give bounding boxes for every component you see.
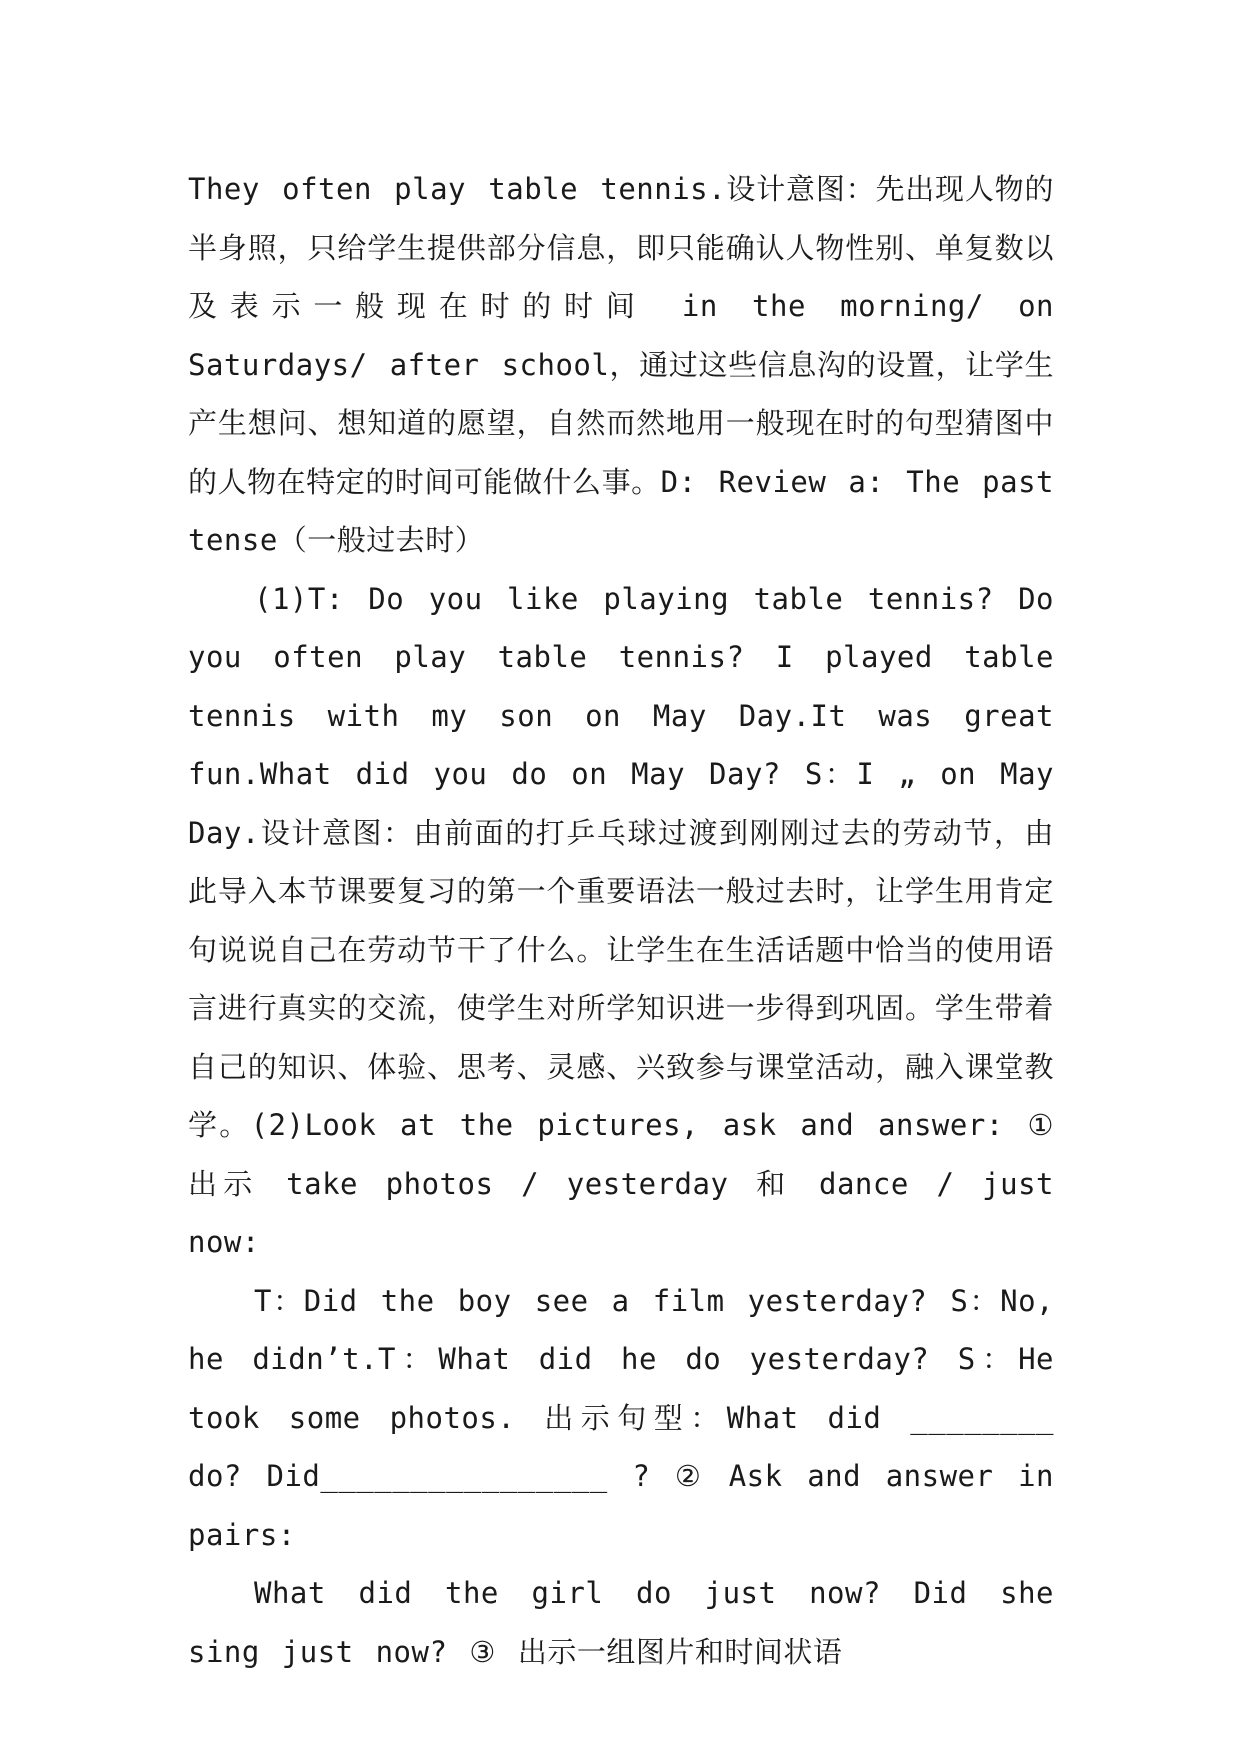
- paragraph-1: They often play table tennis.设计意图：先出现人物的半身照，只给学生提供部分信息，即只能确认人物性别、单复数以及表示一般现在时的时间 in the morning/ on Saturdays/ after school，通过这些信息沟的设置，让学生产生想问、想知道的愿望，自然而然地用一般现在时的句型猜图中的人物在特定的时间可能做什么事。D: Review a: The past tense（一般过去时）: [188, 172, 1054, 557]
- paragraph-3: T：Did the boy see a film yesterday? S：No, he didn’t.T：What did he do yesterday? S：He took some photos. 出示句型：What did ________ do? Did________________ ? ② Ask and answer in pairs:: [188, 1283, 1054, 1552]
- document-page: [188, 160, 1054, 1681]
- paragraph-4: What did the girl do just now? Did she sing just now? ③ 出示一组图片和时间状语: [188, 1576, 1054, 1669]
- paragraph-2: (1)T: Do you like playing table tennis? Do you often play table tennis? I played table tennis with my son on May Day.It was great fun.What did you do on May Day? S：I „ on May Day.设计意图：由前面的打乒乓球过渡到刚刚过去的劳动节，由此导入本节课要复习的第一个重要语法一般过去时，让学生用肯定句说说自己在劳动节干了什么。让学生在生活话题中恰当的使用语言进行真实的交流，使学生对所学知识进一步得到巩固。学生带着自己的知识、体验、思考、灵感、兴致参与课堂活动，融入课堂教学。(2)Look at the pictures, ask and answer: ① 出示 take photos / yesterday 和 dance / just now:: [188, 581, 1054, 1259]
